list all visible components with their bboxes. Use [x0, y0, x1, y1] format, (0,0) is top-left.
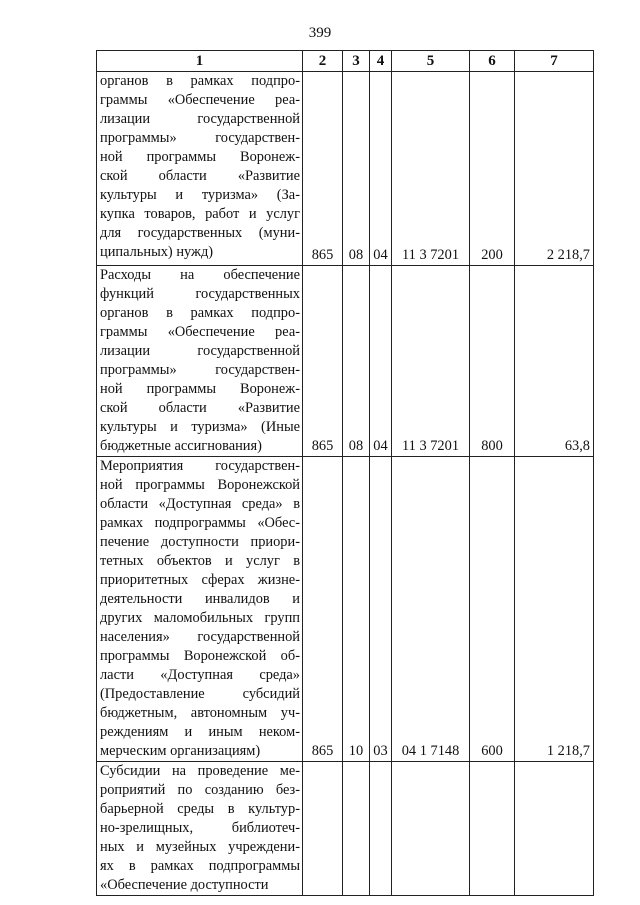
- header-col-7: 7: [515, 51, 594, 72]
- cell-admin-code: 865: [303, 266, 343, 457]
- header-col-5: 5: [392, 51, 470, 72]
- description-line: культуры и туризма» (За-: [100, 187, 300, 203]
- description-line: Субсидии на проведение ме-: [100, 763, 300, 779]
- table-body: [97, 72, 594, 896]
- cell-amount: 2 218,7: [515, 72, 594, 266]
- header-col-3: 3: [343, 51, 370, 72]
- page-number: 399: [308, 25, 332, 41]
- row-description: [97, 762, 303, 896]
- cell-admin-code: [303, 762, 343, 896]
- description-line: программы» государствен-: [100, 130, 300, 146]
- description-line: тетных объектов и услуг в: [100, 553, 300, 569]
- description-line: купка товаров, работ и услуг: [100, 206, 300, 222]
- description-line: органов в рамках подпро-: [100, 73, 300, 89]
- cell-amount: 1 218,7: [515, 457, 594, 762]
- cell-expense-type: [470, 762, 515, 896]
- cell-target-article: 04 1 7148: [392, 457, 470, 762]
- cell-expense-type: 200: [470, 72, 515, 266]
- table-row: [97, 72, 594, 266]
- description-line: но-зрелищных, библиотеч-: [100, 820, 300, 836]
- description-line: приоритетных сферах жизне-: [100, 572, 300, 588]
- description-line: программы» государствен-: [100, 362, 300, 378]
- cell-subsection: 03: [370, 457, 392, 762]
- description-line: мерческим организациям): [100, 743, 261, 759]
- table-row: [97, 266, 594, 457]
- header-col-1: 1: [97, 51, 303, 72]
- cell-amount: [515, 762, 594, 896]
- description-line: печение доступности приори-: [100, 534, 300, 550]
- description-line: реждениям и иным неком-: [100, 724, 300, 740]
- description-line: барьерной среды в культур-: [100, 801, 300, 817]
- cell-section: [343, 762, 370, 896]
- description-line: граммы «Обеспечение реа-: [100, 324, 300, 340]
- description-line: ской области «Развитие: [100, 400, 300, 416]
- cell-section: 08: [343, 266, 370, 457]
- description-line: области «Доступная среда» в: [100, 496, 300, 512]
- description-line: рамках подпрограммы «Обес-: [100, 515, 300, 531]
- header-row: [97, 51, 594, 72]
- description-line: граммы «Обеспечение реа-: [100, 92, 300, 108]
- description-line: роприятий по созданию без-: [100, 782, 300, 798]
- description-line: лизации государственной: [100, 343, 300, 359]
- description-line: ципальных) нужд): [100, 244, 214, 260]
- description-line: Расходы на обеспечение: [100, 267, 300, 283]
- description-line: ях в рамках подпрограммы: [100, 858, 300, 874]
- budget-table: [96, 50, 594, 896]
- description-line: лизации государственной: [100, 111, 300, 127]
- cell-target-article: [392, 762, 470, 896]
- table-row: [97, 762, 594, 896]
- cell-expense-type: 800: [470, 266, 515, 457]
- cell-admin-code: 865: [303, 72, 343, 266]
- description-line: ной программы Воронеж-: [100, 149, 300, 165]
- description-line: бюджетные ассигнования): [100, 438, 262, 454]
- description-line: (Предоставление субсидий: [100, 686, 300, 702]
- description-line: ной программы Воронежской: [100, 477, 300, 493]
- cell-target-article: 11 3 7201: [392, 266, 470, 457]
- description-line: ных и музейных учреждени-: [100, 839, 300, 855]
- description-line: органов в рамках подпро-: [100, 305, 300, 321]
- cell-section: 08: [343, 72, 370, 266]
- description-line: других маломобильных групп: [100, 610, 300, 626]
- description-line: программы Воронежской об-: [100, 648, 300, 664]
- header-col-4: 4: [370, 51, 392, 72]
- header-col-2: 2: [303, 51, 343, 72]
- cell-expense-type: 600: [470, 457, 515, 762]
- description-line: населения» государственной: [100, 629, 300, 645]
- row-description: [97, 266, 303, 457]
- header-col-6: 6: [470, 51, 515, 72]
- cell-target-article: 11 3 7201: [392, 72, 470, 266]
- cell-admin-code: 865: [303, 457, 343, 762]
- description-line: «Обеспечение доступности: [100, 877, 269, 893]
- cell-section: 10: [343, 457, 370, 762]
- description-line: для государственных (муни-: [100, 225, 300, 241]
- cell-amount: 63,8: [515, 266, 594, 457]
- description-line: ской области «Развитие: [100, 168, 300, 184]
- description-line: деятельности инвалидов и: [100, 591, 300, 607]
- description-line: бюджетным, автономным уч-: [100, 705, 300, 721]
- description-line: функций государственных: [100, 286, 300, 302]
- description-line: ласти «Доступная среда»: [100, 667, 300, 683]
- row-description: [97, 457, 303, 762]
- cell-subsection: 04: [370, 72, 392, 266]
- cell-subsection: [370, 762, 392, 896]
- cell-subsection: 04: [370, 266, 392, 457]
- row-description: [97, 72, 303, 266]
- description-line: культуры и туризма» (Иные: [100, 419, 300, 435]
- description-line: Мероприятия государствен-: [100, 458, 300, 474]
- table-row: [97, 457, 594, 762]
- description-line: ной программы Воронеж-: [100, 381, 300, 397]
